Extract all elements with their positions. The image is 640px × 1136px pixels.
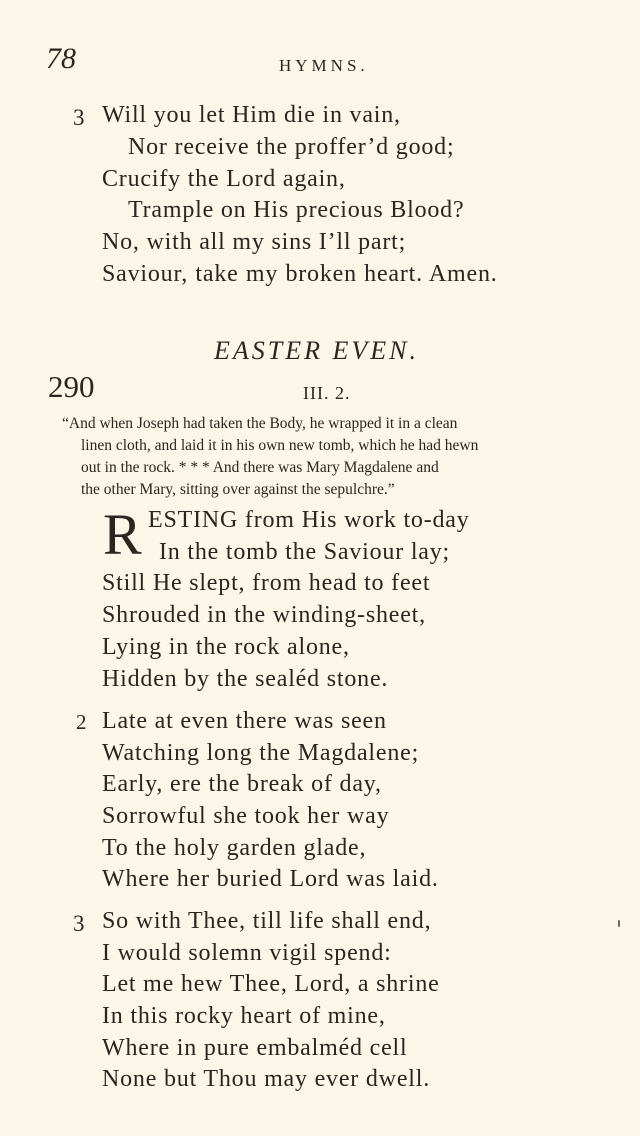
hymn-line: In the tomb the Saviour lay;	[159, 539, 451, 565]
stanza-number: 3	[73, 911, 85, 936]
section-title: EASTER EVEN.	[214, 336, 419, 365]
hymn-line: In this rocky heart of mine,	[102, 1003, 386, 1029]
hymn-line: Late at even there was seen	[102, 708, 387, 734]
hymn-number: 290	[48, 369, 95, 404]
hymn-line: Will you let Him die in vain,	[102, 102, 401, 128]
paper-mark	[618, 920, 620, 927]
hymn-line: Where her buried Lord was laid.	[102, 866, 439, 892]
hymn-line: Hidden by the sealéd stone.	[102, 666, 389, 692]
drop-cap: R	[103, 502, 142, 567]
hymn-line: Nor receive the proffer’d good;	[128, 134, 455, 160]
hymn-line: Shrouded in the winding-sheet,	[102, 602, 426, 628]
hymn-line: Crucify the Lord again,	[102, 166, 346, 192]
stanza-number: 3	[73, 105, 85, 130]
epigraph-line: the other Mary, sitting over against the sepulchre.”	[81, 481, 395, 498]
epigraph-line: “And when Joseph had taken the Body, he wrapped it in a clean	[62, 415, 458, 432]
page-number: 78	[46, 42, 76, 75]
hymn-line: So with Thee, till life shall end,	[102, 908, 432, 934]
epigraph-line: linen cloth, and laid it in his own new tomb, which he had hewn	[81, 437, 479, 454]
hymn-line: Where in pure embalméd cell	[102, 1035, 408, 1061]
epigraph-line: out in the rock. * * * And there was Mary Magdalene and	[81, 459, 439, 476]
hymn-line: Watching long the Magdalene;	[102, 740, 420, 766]
running-head: HYMNS.	[279, 56, 369, 75]
hymn-line: No, with all my sins I’ll part;	[102, 229, 407, 255]
hymn-line: Trample on His precious Blood?	[128, 197, 465, 223]
hymn-line: Saviour, take my broken heart. Amen.	[102, 261, 498, 287]
hymn-line: I would solemn vigil spend:	[102, 940, 392, 966]
hymn-line: To the holy garden glade,	[102, 835, 367, 861]
hymn-line: Lying in the rock alone,	[102, 634, 350, 660]
hymn-line: Early, ere the break of day,	[102, 771, 382, 797]
hymn-line: Sorrowful she took her way	[102, 803, 390, 829]
meter-label: III. 2.	[303, 383, 351, 403]
hymn-line: Let me hew Thee, Lord, a shrine	[102, 971, 440, 997]
stanza-number: 2	[76, 710, 87, 734]
hymn-line: Still He slept, from head to feet	[102, 570, 431, 596]
hymn-first-line: ESTING from His work to-day	[148, 507, 470, 533]
hymn-line: None but Thou may ever dwell.	[102, 1066, 431, 1092]
